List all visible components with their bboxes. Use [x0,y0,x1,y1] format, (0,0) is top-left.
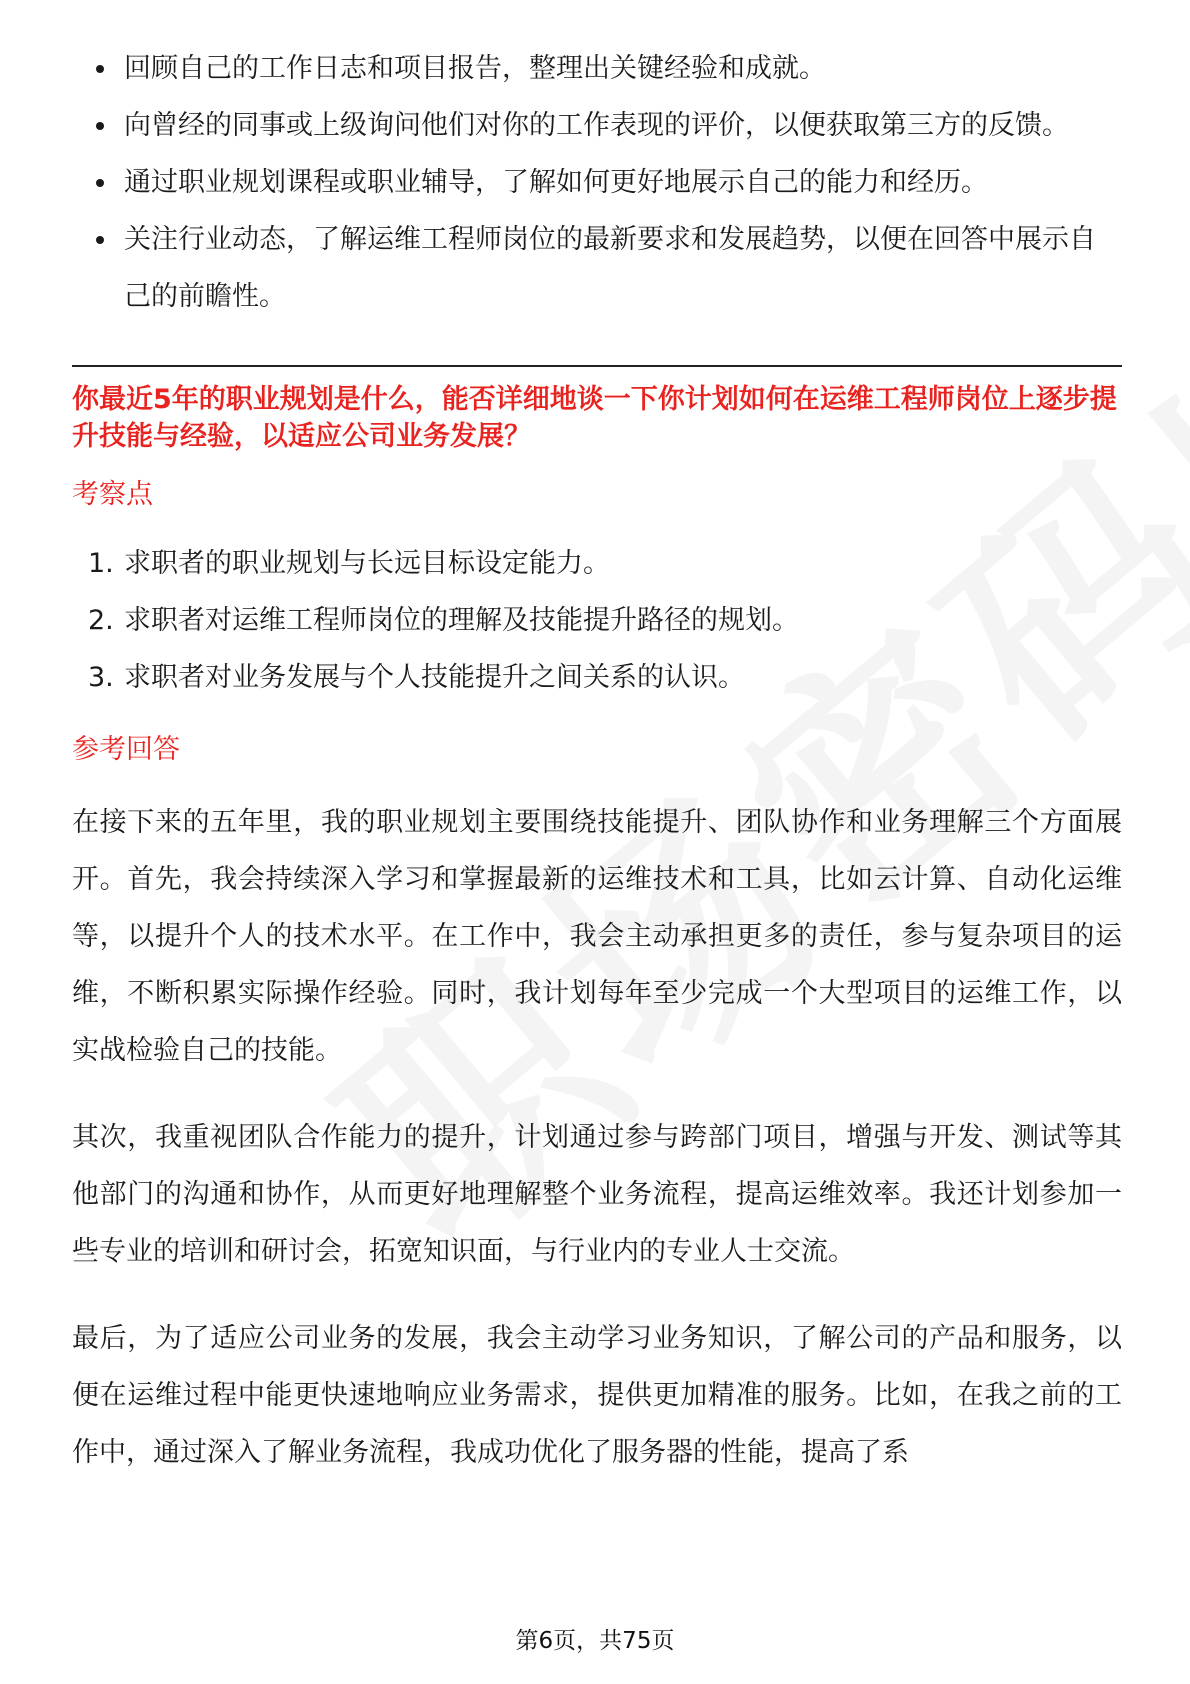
list-item-text: 求职者的职业规划与长远目标设定能力。 [124,548,610,579]
list-item-number: 1. [88,548,114,579]
list-item [72,592,1122,649]
answer-paragraph: 最后，为了适应公司业务的发展，我会主动学习业务知识，了解公司的产品和服务，以便在运维过程中能更快速地响应业务需求，提供更加精准的服务。比如，在我之前的工作中，通过深入了解业务流程，我成功优化了服务器的性能，提高了系 [72,1323,1122,1468]
list-item-number: 2. [88,605,114,636]
assessment-points-list [72,535,1122,706]
section-title-reference-answer: 参考回答 [72,734,180,765]
list-item: 回顾自己的工作日志和项目报告，整理出关键经验和成就。 [72,40,1122,97]
question-heading: 你最近5年的职业规划是什么，能否详细地谈一下你计划如何在运维工程师岗位上逐步提升技能与经验，以适应公司业务发展？ [72,384,1117,452]
section-title-assessment: 考察点 [72,479,153,510]
list-item: 向曾经的同事或上级询问他们对你的工作表现的评价，以便获取第三方的反馈。 [72,97,1122,154]
answer-paragraph: 在接下来的五年里，我的职业规划主要围绕技能提升、团队协作和业务理解三个方面展开。首先，我会持续深入学习和掌握最新的运维技术和工具，比如云计算、自动化运维等，以提升个人的技术水平。在工作中，我会主动承担更多的责任，参与复杂项目的运维，不断积累实际操作经验。同时，我计划每年至少完成一个大型项目的运维工作，以实战检验自己的技能。 [72,807,1122,1066]
section-divider [72,365,1122,367]
page-content [72,40,1122,1481]
list-item [72,535,1122,592]
list-item [72,649,1122,706]
page-number-footer: 第6页，共75页 [515,1628,675,1654]
list-item: 通过职业规划课程或职业辅导，了解如何更好地展示自己的能力和经历。 [72,154,1122,211]
answer-paragraph: 其次，我重视团队合作能力的提升，计划通过参与跨部门项目，增强与开发、测试等其他部门的沟通和协作，从而更好地理解整个业务流程，提高运维效率。我还计划参加一些专业的培训和研讨会，拓宽知识面，与行业内的专业人士交流。 [72,1122,1122,1267]
list-item-text: 求职者对运维工程师岗位的理解及技能提升路径的规划。 [124,605,799,636]
list-item-number: 3. [88,662,114,693]
list-item: 关注行业动态，了解运维工程师岗位的最新要求和发展趋势，以便在回答中展示自己的前瞻性。 [72,211,1122,325]
list-item-text: 求职者对业务发展与个人技能提升之间关系的认识。 [124,662,745,693]
tips-list [72,40,1122,325]
